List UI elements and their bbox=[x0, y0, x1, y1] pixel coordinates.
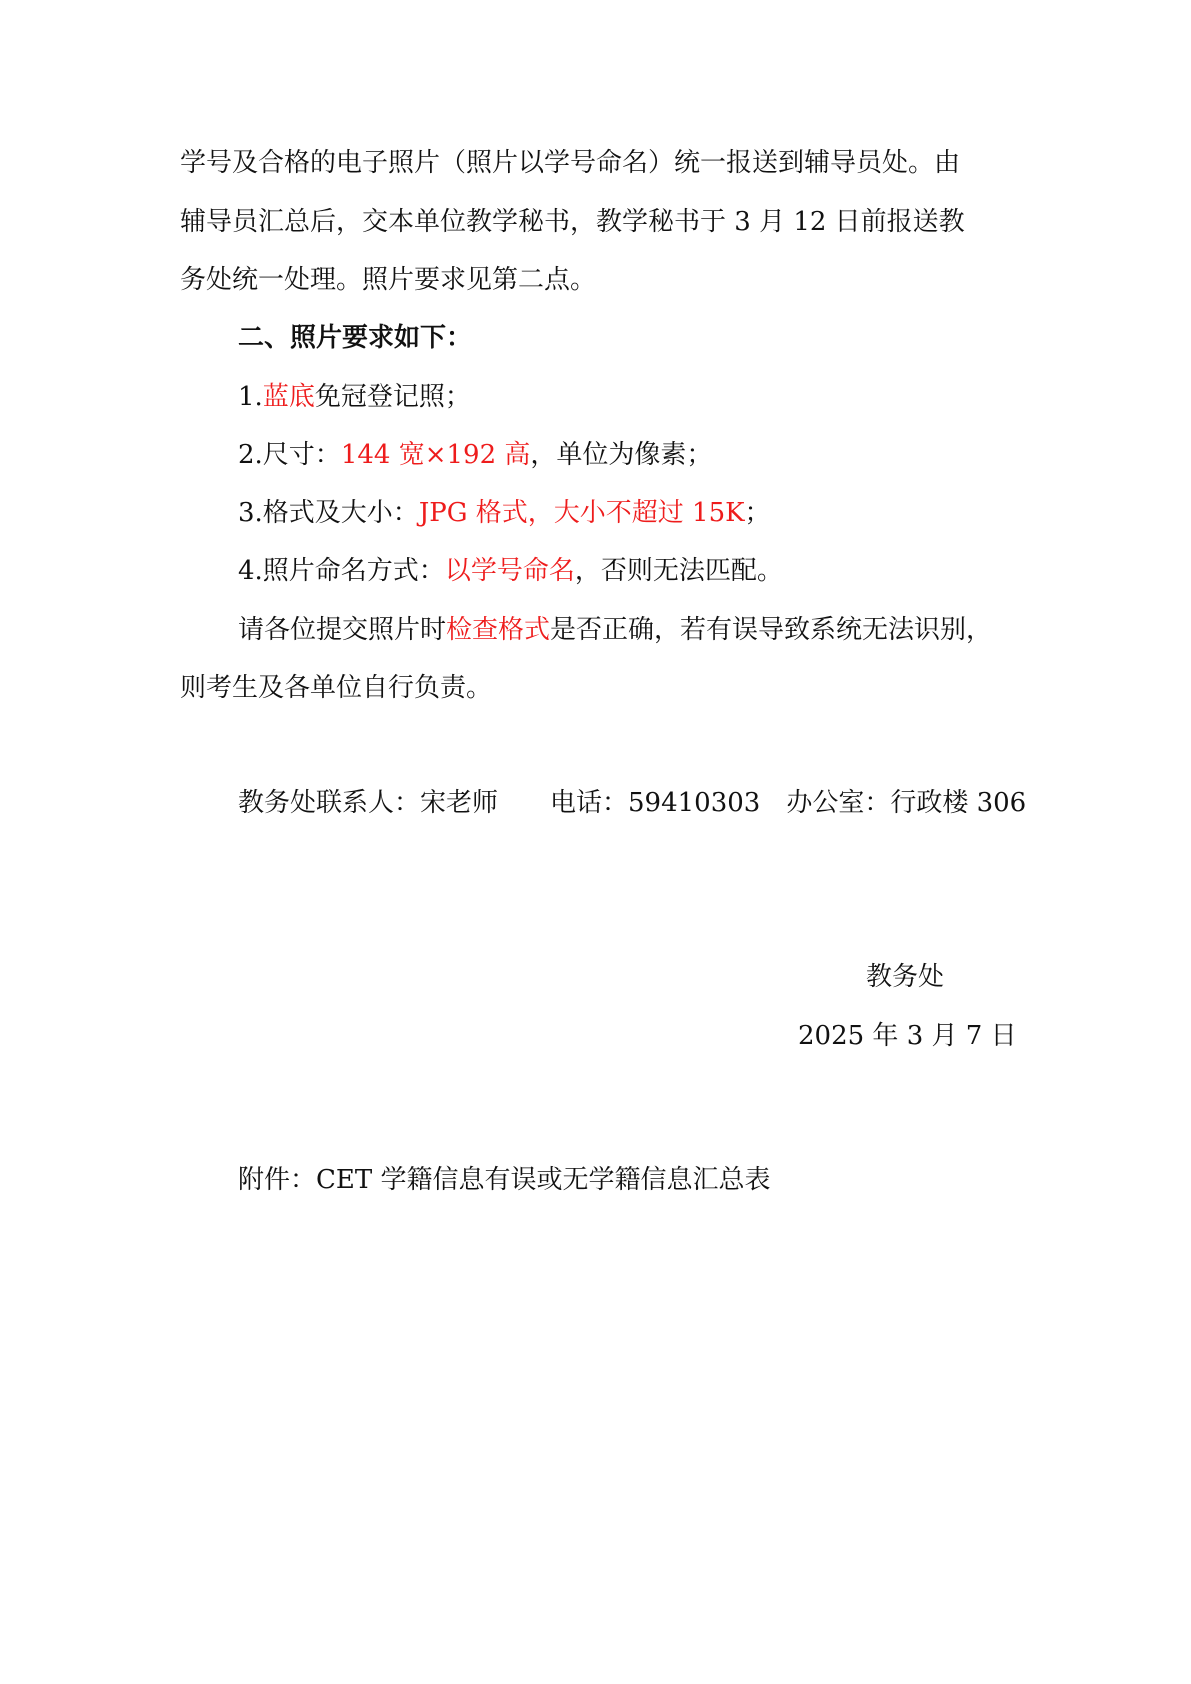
item-suffix: 免冠登记照； bbox=[314, 382, 471, 412]
requirement-item-2 bbox=[238, 438, 712, 472]
signature-date: 2025 年 3 月 7 日 bbox=[798, 1021, 1017, 1051]
paragraph-line-2: 辅导员汇总后，交本单位教学秘书，教学秘书于 3 月 12 日前报送教 bbox=[180, 207, 965, 237]
requirement-item-3 bbox=[238, 496, 771, 530]
section-heading: 二、照片要求如下： bbox=[238, 323, 473, 353]
item-prefix: 3.格式及大小： bbox=[238, 498, 419, 528]
item-suffix: ，否则无法匹配。 bbox=[574, 556, 783, 586]
item-suffix: ，单位为像素； bbox=[530, 440, 713, 470]
signature-office: 教务处 bbox=[866, 962, 945, 992]
note-highlight: 检查格式 bbox=[446, 615, 551, 645]
paragraph-line-3: 务处统一处理。照片要求见第二点。 bbox=[180, 265, 597, 295]
note-suffix: 是否正确，若有误导致系统无法识别， bbox=[550, 615, 993, 645]
contact-line: 教务处联系人：宋老师 电话：59410303 办公室：行政楼 306 bbox=[238, 788, 1027, 818]
item-highlight: 蓝底 bbox=[262, 382, 315, 412]
item-prefix: 4.照片命名方式： bbox=[238, 556, 445, 586]
paragraph-line-1: 学号及合格的电子照片（照片以学号命名）统一报送到辅导员处。由 bbox=[180, 148, 961, 178]
requirement-item-4 bbox=[238, 554, 783, 588]
note-line-1 bbox=[238, 613, 992, 647]
note-line-2: 则考生及各单位自行负责。 bbox=[180, 673, 493, 703]
item-suffix: ； bbox=[744, 498, 771, 528]
item-highlight: 以学号命名 bbox=[444, 556, 575, 586]
note-prefix: 请各位提交照片时 bbox=[238, 615, 447, 645]
item-prefix: 2.尺寸： bbox=[238, 440, 341, 470]
item-highlight: JPG 格式，大小不超过 15K bbox=[418, 498, 745, 528]
requirement-item-1 bbox=[238, 380, 471, 414]
attachment-line: 附件：CET 学籍信息有误或无学籍信息汇总表 bbox=[238, 1165, 771, 1195]
item-highlight: 144 宽×192 高 bbox=[340, 440, 531, 470]
item-prefix: 1. bbox=[238, 382, 263, 412]
